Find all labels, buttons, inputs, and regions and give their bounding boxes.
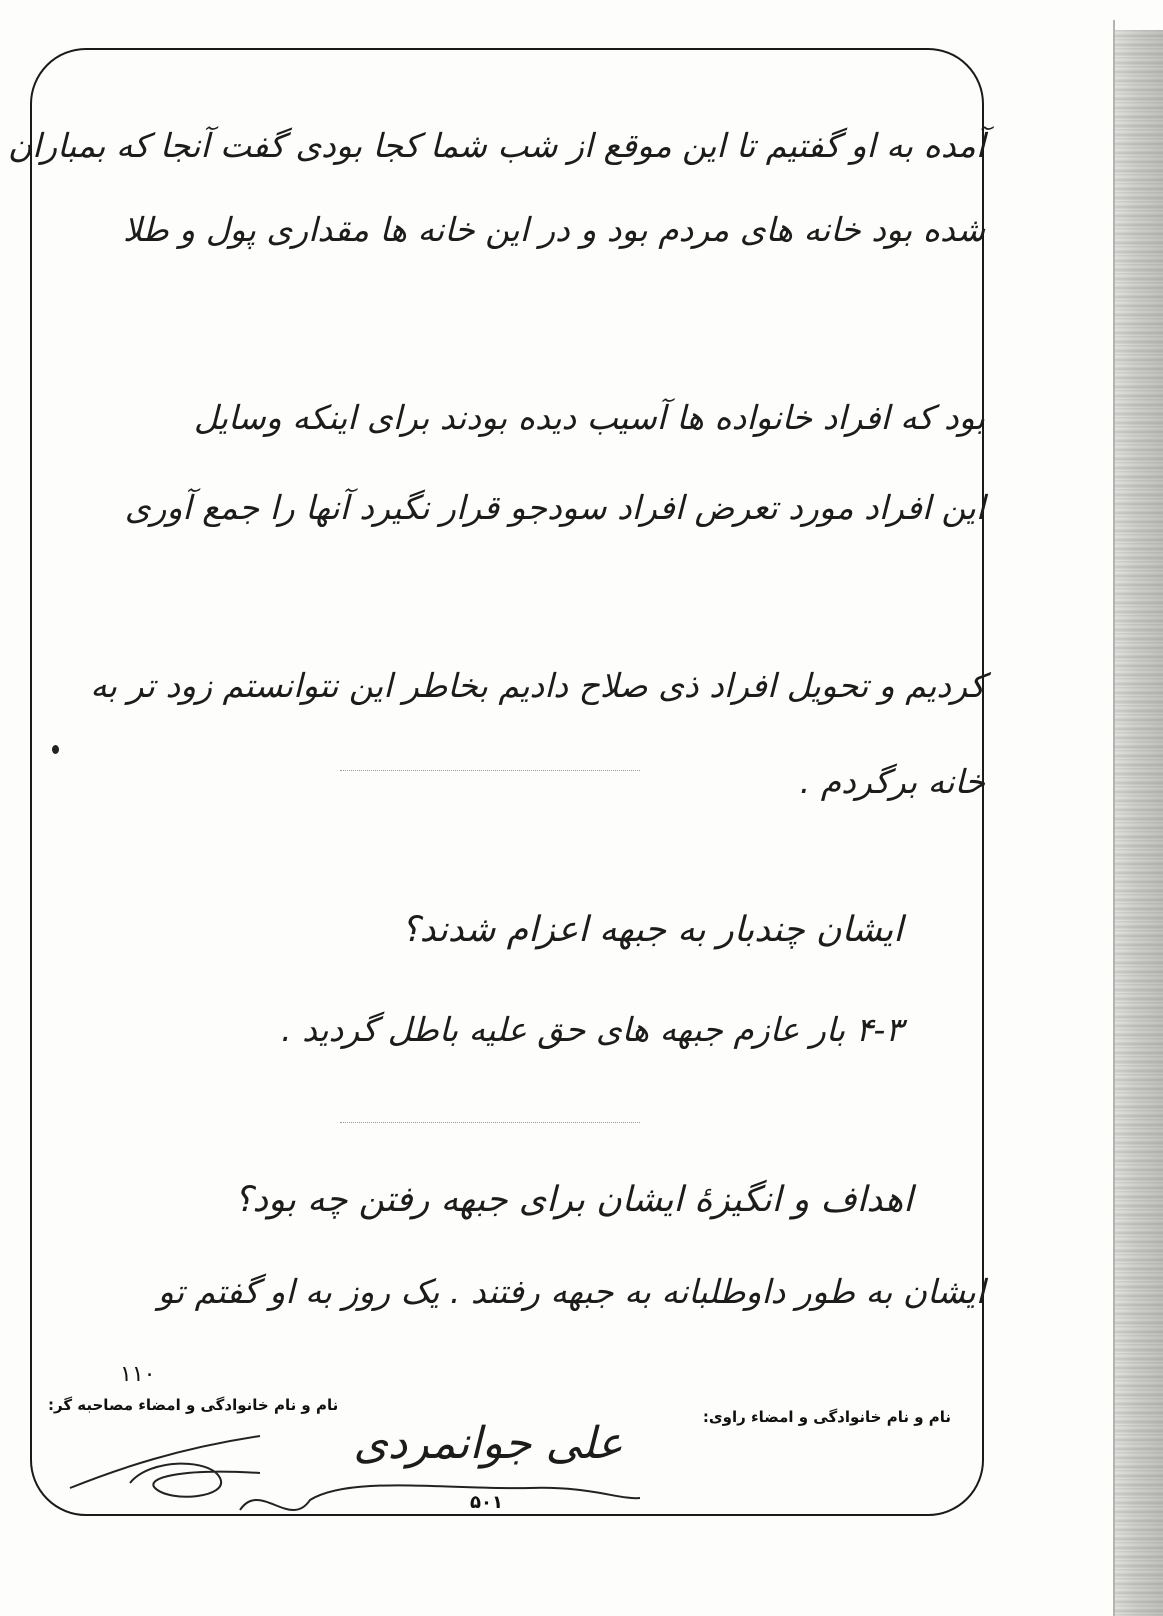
interviewer-signature-label: نام و نام خانوادگی و امضاء مصاحبه گر: <box>48 1396 339 1414</box>
page-number: ۵۰۱ <box>470 1492 503 1513</box>
answer-2: ایشان به طور داوطلبانه به جبهه رفتند . یک روز به او گفتم تو <box>157 1272 985 1311</box>
text-line-1: آمده به او گفتیم تا این موقع از شب شما کجا بودی گفت آنجا که بمباران <box>7 126 985 165</box>
answer-1: ۴-۳ بار عازم جبهه های حق علیه باطل گردید . <box>281 1010 903 1049</box>
text-line-6: خانه برگردم . <box>799 762 985 801</box>
text-line-5: کردیم و تحویل افراد ذی صلاح دادیم بخاطر این نتوانستم زود تر به <box>90 666 985 705</box>
narrator-signature-label: نام و نام خانوادگی و امضاء راوی: <box>702 1408 951 1426</box>
text-line-3: بود که افراد خانواده ها آسیب دیده بودند برای اینکه وسایل <box>193 398 985 437</box>
ink-dot <box>52 745 59 754</box>
separator-1 <box>340 770 640 771</box>
text-line-2: شده بود خانه های مردم بود و در این خانه ها مقداری پول و طلا <box>122 210 985 249</box>
adjacent-page-edge <box>1115 30 1163 1616</box>
narrator-signature-stroke <box>230 1470 650 1540</box>
question-1: ایشان چندبار به جبهه اعزام شدند؟ <box>401 910 903 950</box>
narrator-signature: علی جوانمردی <box>353 1418 623 1469</box>
margin-mark: ۱۱۰ <box>120 1362 156 1387</box>
question-2: اهداف و انگیزهٔ ایشان برای جبهه رفتن چه بود؟ <box>233 1180 913 1220</box>
text-line-4: این افراد مورد تعرض افراد سودجو قرار نگیرد آنها را جمع آوری <box>124 488 985 527</box>
separator-2 <box>340 1122 640 1123</box>
